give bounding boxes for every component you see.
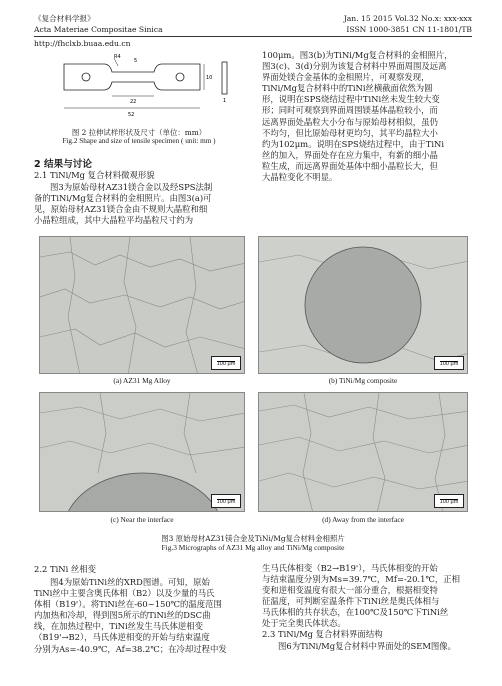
journal-title-cn: 《复合材料学报》 — [34, 14, 95, 23]
text-line: 征温度，可判断室温条件下TiNi丝是奥氏体相与 — [262, 596, 440, 607]
text-line: 图6为TiNi/Mg复合材料中界面处的SEM图像。 — [278, 641, 457, 651]
scale-bar-d: 100 μm — [434, 494, 464, 508]
text-line: 丝的加入，界面处存在应力集中，有新的细小晶 — [262, 149, 438, 160]
text-line: 图3为原始母材AZ31镁合金以及经SPS法制 — [50, 182, 213, 192]
text-line: TiNi丝中主要含奥氏体相（B2）以及少量的马氏 — [34, 588, 215, 599]
dim-gauge-width: 5 — [134, 58, 138, 64]
text-line: 图3(c)、3(d)分别为该复合材料中界面周围及远离 — [262, 61, 447, 72]
micrograph-d — [258, 392, 468, 512]
subsection-heading-2-3: 2.3 TiNi/Mg 复合材料界面结构 — [262, 629, 383, 639]
tini-wire-cross-section-b — [259, 237, 468, 374]
fig3-caption-cn: 图3 原始母材AZ31镁合金及TiNi/Mg复合材料金相照片 — [161, 534, 345, 543]
text-line: 备的TiNi/Mg复合材料的金相照片。由图3(a)可 — [34, 193, 212, 204]
scale-bar-b: 100 μm — [434, 356, 464, 370]
text-line: TiNi/Mg复合材料中的TiNi丝横截面依然为圆 — [262, 83, 433, 94]
journal-url[interactable]: http://fhclxb.buaa.edu.cn — [34, 39, 131, 48]
text-line: 形；同时可观察到界面周围镁基体晶粒较小，而 — [262, 105, 438, 116]
text-line: 内加热和冷却，得到图5所示的TiNi丝的DSC曲 — [34, 610, 211, 621]
section-heading: 2 结果与讨论 — [34, 159, 92, 170]
text-line: 见，原始母材AZ31镁合金由不规则大晶粒和细 — [34, 204, 208, 215]
dim-total-length: 52 — [128, 112, 135, 118]
text-line: 界面处镁合金基体的金相照片，可观察发现， — [262, 72, 430, 83]
text-line: （B19'→B2），马氏体逆相变的开始与结束温度 — [34, 632, 210, 643]
text-line: 体相（B19'）。将TiNi丝在-60~150℃的温度范围 — [34, 599, 222, 610]
header-rule — [34, 36, 472, 37]
left-column-paragraph — [34, 182, 243, 226]
text-line: 远离界面处晶粒大小分布与原始母材相似，虽仍 — [262, 116, 438, 127]
panel-label-d: (d) Away from the interface — [322, 515, 404, 524]
text-line: 分别为As=-40.9℃，Af=38.2℃；在冷却过程中发 — [34, 643, 227, 654]
text-line: 形，说明在SPS烧结过程中TiNi丝未发生较大变 — [262, 94, 440, 105]
dim-thickness: 1 — [223, 98, 227, 104]
text-line: 约为102μm。说明在SPS烧结过程中，由于TiNi — [262, 138, 444, 149]
micrograph-b — [258, 236, 468, 374]
text-line: 大晶粒变化不明显。 — [262, 172, 338, 183]
right-column-paragraph — [262, 50, 472, 183]
text-line: 生马氏体相变（B2→B19'），马氏体相变的开始 — [262, 563, 438, 573]
journal-title-en: Acta Materiae Compositae Sinica — [34, 25, 163, 34]
right-column-paragraph-2-3 — [262, 641, 472, 652]
issn-cn-number: ISSN 1000-3851 CN 11-1801/TB — [346, 25, 472, 34]
text-line: 100μm。图3(b)为TiNi/Mg复合材料的金相照片， — [262, 50, 453, 60]
text-line: 处于完全奥氏体状态。 — [262, 618, 346, 629]
panel-label-c: (c) Near the interface — [110, 515, 174, 524]
text-line: 粒生成，而远离界面处基体中细小晶粒长大，但 — [262, 160, 438, 171]
panel-label-a: (a) AZ31 Mg Alloy — [113, 376, 171, 385]
micrograph-a — [39, 236, 245, 374]
subsection-heading-2-2: 2.2 TiNi 丝相变 — [34, 564, 97, 574]
left-column-paragraph-2-2 — [34, 577, 243, 655]
text-line: 马氏体相的共存状态，在100℃及150℃下TiNi丝 — [262, 607, 449, 618]
grain-texture-a — [40, 237, 245, 374]
micrograph-c — [39, 392, 245, 512]
panel-label-b: (b) TiNi/Mg composite — [328, 376, 398, 385]
text-line: 图4为原始TiNi丝的XRD图谱。可知，原始 — [50, 577, 210, 587]
text-line: 与结束温度分别为Ms=39.7℃，Mf=-20.1℃，正相 — [262, 574, 460, 585]
issue-date-volume: Jan. 15 2015 Vol.32 No.x: xxx-xxx — [343, 14, 472, 23]
text-line: 线，在加热过程中，TiNi丝发生马氏体逆相变 — [34, 621, 204, 632]
text-line: 小晶粒组成，其中大晶粒平均晶粒尺寸约为 — [34, 215, 194, 226]
scale-bar-c: 100 μm — [211, 494, 241, 508]
tensile-specimen-drawing — [34, 50, 244, 124]
fig2-caption-cn: 图 2 拉伸试样形状及尺寸（单位：mm） — [71, 128, 207, 137]
dim-gauge-length: 22 — [130, 99, 137, 105]
dim-grip-width: 10 — [206, 75, 213, 81]
right-column-paragraph-2-2 — [262, 563, 472, 630]
dim-radius: R4 — [114, 54, 121, 60]
scale-bar-a: 100 μm — [211, 356, 241, 370]
fig2-caption-en: Fig.2 Shape and size of tensile specimen ( unit: mm ) — [62, 137, 216, 145]
text-line: 变和逆相变温度有很大一部分重合，根据相变特 — [262, 585, 438, 596]
text-line: 不均匀，但比原始母材更均匀，其平均晶粒大小 — [262, 127, 438, 138]
fig3-caption-en: Fig.3 Micrographs of AZ31 Mg alloy and TiNi/Mg composite — [161, 543, 345, 552]
subsection-heading: 2.1 TiNi/Mg 复合材料微观形貌 — [34, 170, 155, 180]
